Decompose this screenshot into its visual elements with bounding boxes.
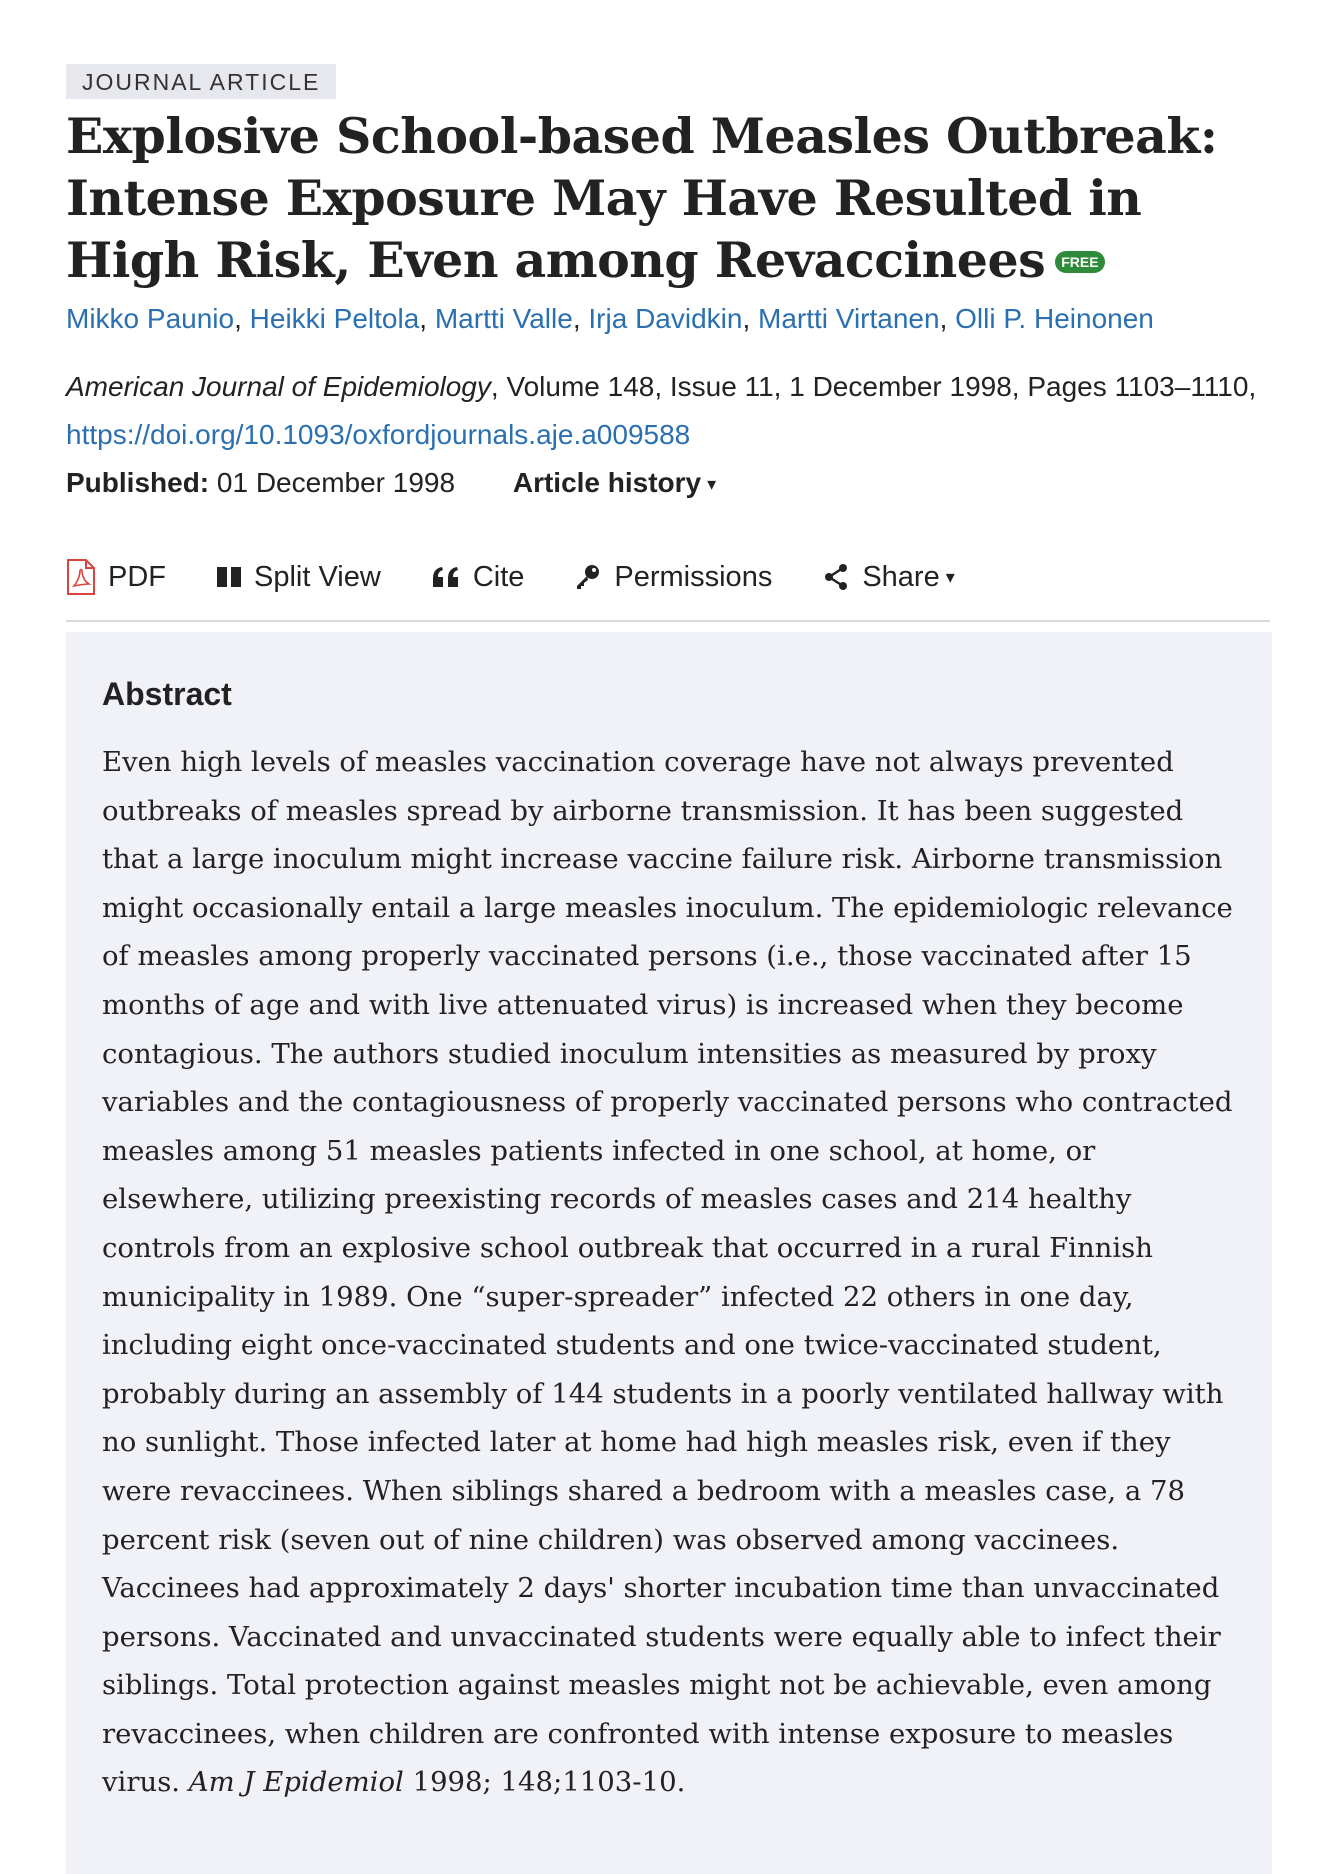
article-type-tag: JOURNAL ARTICLE	[66, 64, 336, 99]
article-toolbar	[66, 544, 1270, 622]
author-link[interactable]: Martti Valle	[434, 303, 573, 334]
citation-details: , Volume 148, Issue 11, 1 December 1998, Pages 1103–1110,	[490, 371, 1257, 402]
pdf-icon	[66, 559, 96, 595]
split-view-icon	[216, 565, 242, 589]
author-link[interactable]: Olli P. Heinonen	[955, 303, 1154, 334]
abstract-ref-journal: Am J Epidemiol	[188, 1766, 404, 1799]
author-link[interactable]: Irja Davidkin	[588, 303, 743, 334]
abstract-ref-details: 1998; 148;1103-10.	[403, 1766, 686, 1799]
article-title	[66, 105, 1270, 291]
article-history-label: Article history	[512, 467, 702, 498]
share-label: Share	[862, 560, 940, 593]
citation-block	[66, 363, 1270, 459]
published-date: 01 December 1998	[216, 467, 456, 498]
publication-info	[66, 459, 1270, 508]
cite-button[interactable]	[431, 561, 525, 594]
article-history-toggle[interactable]	[513, 467, 716, 498]
journal-name: American Journal of Epidemiology	[66, 371, 491, 402]
key-icon	[574, 563, 602, 591]
cite-label: Cite	[472, 560, 525, 593]
pdf-label: PDF	[108, 560, 166, 593]
abstract-body: Even high levels of measles vaccination coverage have not always prevented outbreaks of measles spread by airborne transmission. It has been suggested that a large inoculum might increase vaccine failure risk. Airborne transmission might occasionally entail a large measles inoculum. The epidemiologic relevance of measles among properly vaccinated persons (i.e., those vaccinated after 15 months of age and with live attenuated virus) is increased when they become contagious. The authors studied inoculum intensities as measured by proxy variables and the contagiousness of properly vaccinated persons who contracted measles among 51 measles patients infected in one school, at home, or elsewhere, utilizing preexisting records of measles cases and 214 healthy controls from an explosive school outbreak that occurred in a rural Finnish municipality in 1989. One “super-spreader” infected 22 others in one day, including eight once-vaccinated students and one twice-vaccinated student, probably during an assembly of 144 students in a poorly ventilated hallway with no sunlight. Those infected later at home had high measles risk, even if they were revaccinees. When siblings shared a bedroom with a measles case, a 78 percent risk (seven out of nine children) was observed among vaccinees. Vaccinees had approximately 2 days' shorter incubation time than unvaccinated persons. Vaccinated and unvaccinated students were equally able to infect their siblings. Total protection against measles might not be achievable, even among revaccinees, when children are confronted with intense exposure to measles virus.	[102, 746, 1233, 1799]
split-view-label: Split View	[254, 560, 381, 593]
author-link[interactable]: Martti Virtanen	[758, 303, 940, 334]
permissions-label: Permissions	[614, 560, 773, 593]
author-list: Mikko Paunio, Heikki Peltola, Martti Valle, Irja Davidkin, Martti Virtanen, Olli P. Heinonen	[66, 303, 1154, 334]
doi-link[interactable]: https://doi.org/10.1093/oxfordjournals.aje.a009588	[66, 419, 691, 450]
author-link[interactable]: Heikki Peltola	[249, 303, 420, 334]
share-icon	[822, 563, 850, 591]
article-header	[66, 64, 1270, 622]
abstract-section	[66, 632, 1272, 1874]
split-view-button[interactable]	[216, 561, 381, 594]
quote-icon	[431, 565, 461, 589]
abstract-text	[102, 738, 1236, 1807]
article-title-text: Explosive School-based Measles Outbreak: Intense Exposure May Have Resulted in High Risk, Even among Revaccinees	[66, 107, 1218, 289]
published-label: Published:	[66, 467, 210, 498]
permissions-button[interactable]	[574, 561, 772, 594]
share-button[interactable]	[822, 561, 954, 594]
author-link[interactable]: Mikko Paunio	[66, 303, 235, 334]
caret-down-icon: ▾	[945, 566, 955, 587]
abstract-heading: Abstract	[102, 676, 232, 712]
free-access-badge: FREE	[1055, 251, 1104, 273]
caret-down-icon: ▾	[707, 474, 717, 494]
pdf-button[interactable]	[66, 559, 166, 595]
